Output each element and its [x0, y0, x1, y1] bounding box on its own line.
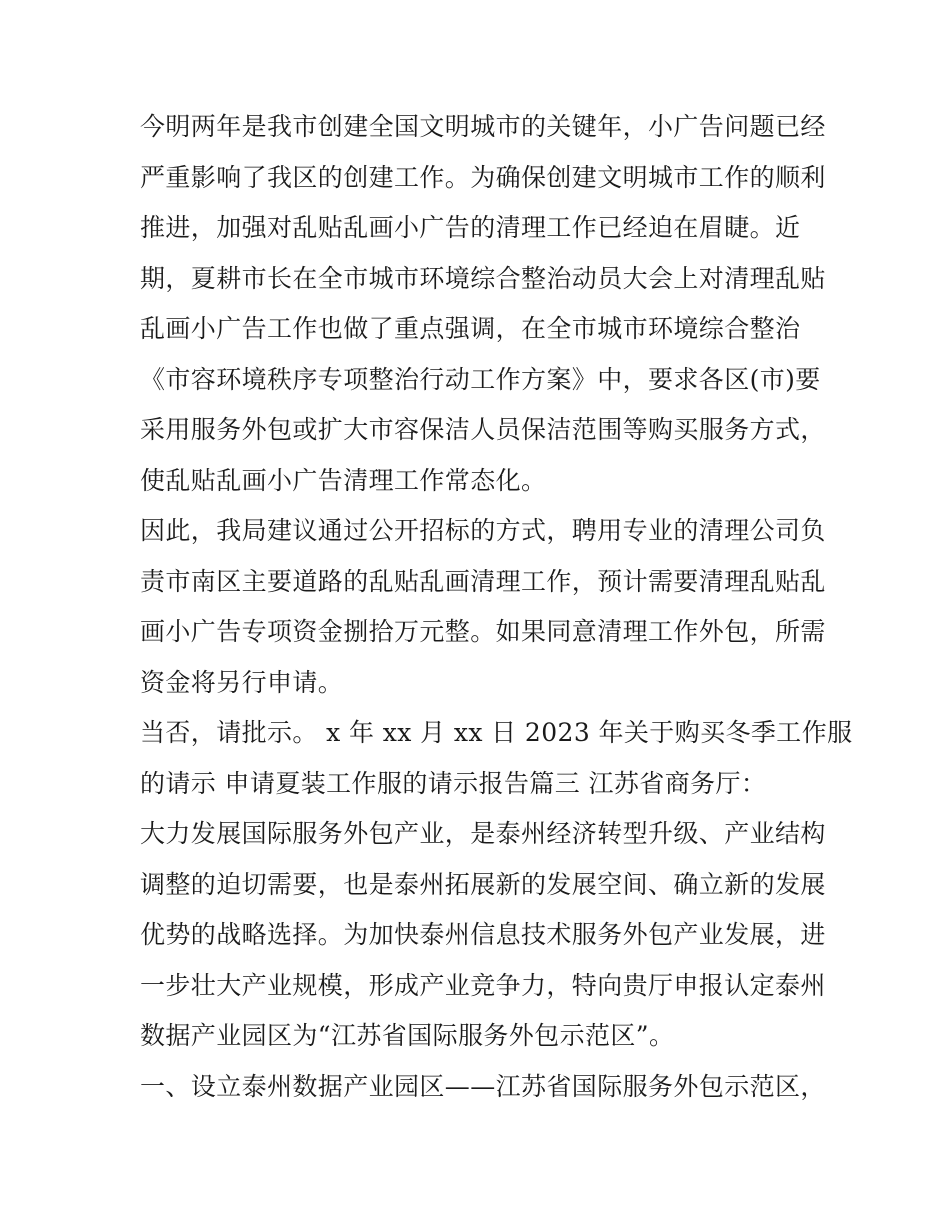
- text-line-5: 乱画小广告工作也做了重点强调，在全市城市环境综合整治: [140, 314, 801, 343]
- text-line-3: 推进，加强对乱贴乱画小广告的清理工作已经迫在眉睫。近: [140, 213, 801, 242]
- text-line-10: 责市南区主要道路的乱贴乱画清理工作，预计需要清理乱贴乱: [140, 566, 826, 596]
- text-line-1: 今明两年是我市创建全国文明城市的关键年，小广告问题已经: [140, 112, 826, 141]
- text-line-13: 当否，请批示。 x 年 xx 月 xx 日 2023 年关于购买冬季工作服: [140, 718, 853, 747]
- text-line-14: 的请示 申请夏装工作服的请示报告篇三 江苏省商务厅：: [140, 768, 767, 798]
- text-line-19: 数据产业园区为“江苏省国际服务外包示范区”。: [140, 1021, 675, 1050]
- text-line-15: 大力发展国际服务外包产业，是泰州经济转型升级、产业结构: [140, 819, 826, 848]
- text-line-4: 期，夏耕市长在全市城市环境综合整治动员大会上对清理乱贴: [140, 263, 826, 293]
- text-line-7: 采用服务外包或扩大市容保洁人员保洁范围等购买服务方式，: [140, 415, 826, 444]
- text-line-12: 资金将另行申请。: [140, 667, 344, 697]
- text-line-9: 因此，我局建议通过公开招标的方式，聘用专业的清理公司负: [140, 516, 826, 545]
- text-line-11: 画小广告专项资金捌拾万元整。如果同意清理工作外包，所需: [140, 617, 826, 646]
- text-line-18: 一步壮大产业规模，形成产业竞争力，特向贵厅申报认定泰州: [140, 970, 826, 1000]
- text-line-8: 使乱贴乱画小广告清理工作常态化。: [140, 465, 547, 495]
- document-body: [140, 102, 853, 1112]
- text-line-16: 调整的迫切需要，也是泰州拓展新的发展空间、确立新的发展: [140, 869, 826, 899]
- text-line-17: 优势的战略选择。为加快泰州信息技术服务外包产业发展，进: [140, 920, 826, 949]
- text-line-2: 严重影响了我区的创建工作。为确保创建文明城市工作的顺利: [140, 162, 826, 192]
- text-line-20: 一、设立泰州数据产业园区——江苏省国际服务外包示范区，: [140, 1071, 826, 1101]
- text-line-6: 《市容环境秩序专项整治行动工作方案》中，要求各区(市)要: [140, 364, 821, 394]
